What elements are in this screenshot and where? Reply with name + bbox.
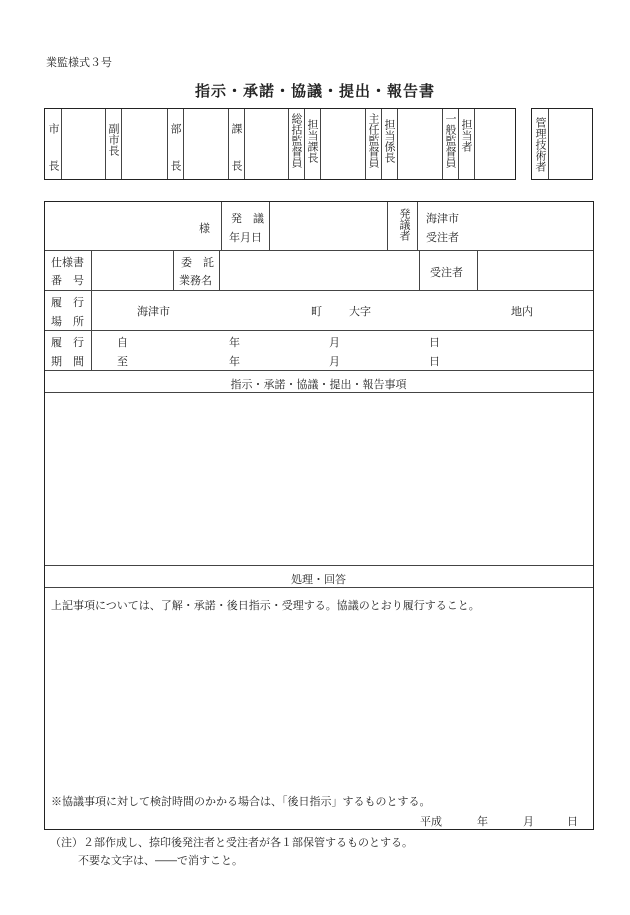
stamp-label-general-inspector: 一般監督員	[444, 113, 457, 168]
stamp-label-vice-mayor: 副市長	[107, 123, 120, 156]
matters-body[interactable]	[47, 394, 590, 563]
stamp-label-assigned-chief: 担当課長	[306, 119, 319, 163]
period-from-month: 月	[329, 336, 340, 349]
stamp-label-assigned-subchief: 担当係長	[383, 119, 396, 163]
stamp-label-general-supervisor: 総括監督員	[290, 113, 303, 168]
footnote-1: （注）２部作成し、捺印後発注者と受注者が各１部保管するものとする。	[50, 836, 413, 849]
period-label-1: 履 行	[51, 336, 84, 349]
location-aza: 大字	[349, 305, 371, 318]
stamp-label-tech-manager: 管理技術者	[534, 117, 547, 172]
spec-label-1: 仕様書	[51, 256, 84, 269]
footer-year: 年	[477, 815, 488, 828]
proposer-option-city[interactable]: 海津市	[426, 212, 459, 225]
period-to: 至	[117, 355, 128, 368]
issue-date-label-1: 発 議	[231, 212, 264, 225]
proposer-label: 発議者	[398, 208, 411, 241]
period-from-year: 年	[229, 336, 240, 349]
stamp-label-director: 部長	[169, 123, 182, 171]
period-to-month: 月	[329, 355, 340, 368]
page-title: 指示・承諾・協議・提出・報告書	[194, 82, 435, 100]
contract-label-2: 業務名	[179, 274, 212, 287]
footer-month: 月	[523, 815, 534, 828]
contract-label-1: 委 託	[181, 256, 214, 269]
stamp-label-assigned-staff: 担当者	[460, 119, 473, 152]
addressee-suffix: 様	[199, 222, 210, 235]
consultation-note: ※協議事項に対して検討時間のかかる場合は、「後日指示」するものとする。	[51, 795, 431, 808]
stamp-label-section-chief: 課長	[230, 123, 243, 171]
footer-day: 日	[567, 815, 578, 828]
period-to-day: 日	[429, 355, 440, 368]
contractor-label: 受注者	[430, 266, 463, 279]
reply-header: 処理・回答	[291, 573, 346, 586]
approval-stamp-table	[44, 108, 516, 180]
proposer-option-contractor[interactable]: 受注者	[426, 231, 459, 244]
period-from: 自	[117, 336, 128, 349]
period-label-2: 期 間	[51, 355, 84, 368]
tech-manager-stamp	[531, 108, 593, 180]
location-within: 地内	[511, 305, 533, 318]
reply-text: 上記事項については、了解・承諾・後日指示・受理する。協議のとおり履行すること。	[51, 599, 480, 612]
location-town: 町	[311, 305, 322, 318]
footnote-2: 不要な文字は、――で消すこと。	[78, 854, 243, 867]
period-to-year: 年	[229, 355, 240, 368]
form-id: 業監様式３号	[46, 56, 112, 69]
issue-date-label-2: 年月日	[229, 231, 262, 244]
footer-era: 平成	[420, 815, 442, 828]
location-label-1: 履 行	[51, 296, 84, 309]
location-label-2: 場 所	[51, 315, 84, 328]
location-city: 海津市	[137, 305, 170, 318]
spec-label-2: 番 号	[51, 274, 84, 287]
stamp-label-chief-supervisor: 主任監督員	[367, 113, 380, 168]
report-form	[44, 201, 594, 830]
matters-header: 指示・承諾・協議・提出・報告事項	[230, 378, 407, 391]
stamp-label-mayor: 市長	[47, 123, 60, 171]
period-from-day: 日	[429, 336, 440, 349]
